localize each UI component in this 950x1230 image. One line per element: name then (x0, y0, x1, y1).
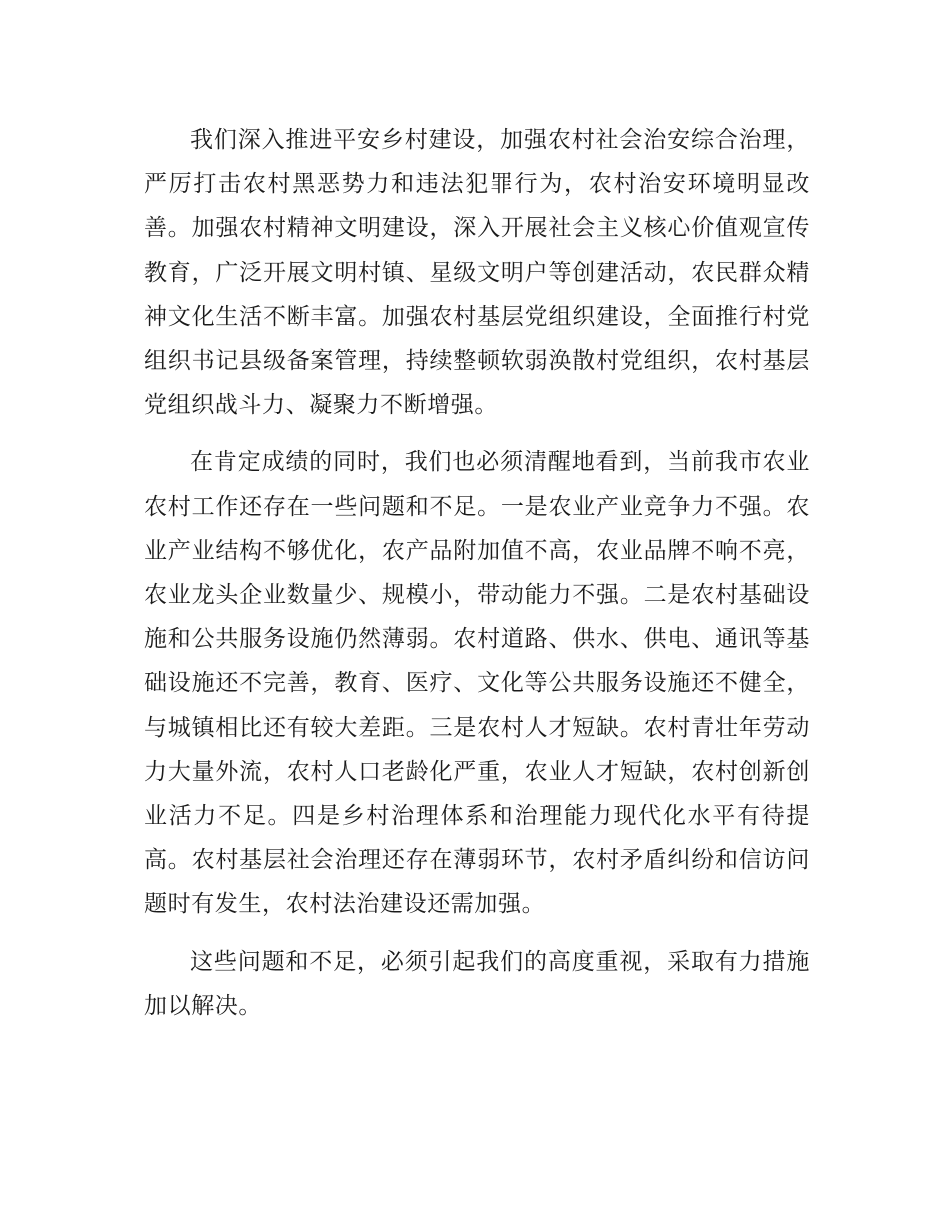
paragraph-safe-village: 我们深入推进平安乡村建设，加强农村社会治安综合治理，严厉打击农村黑恶势力和违法犯罪行为，农村治安环境明显改善。加强农村精神文明建设，深入开展社会主义核心价值观宣传教育，广泛开展文明村镇、星级文明户等创建活动，农民群众精神文化生活不断丰富。加强农村基层党组织建设，全面推行村党组织书记县级备案管理，持续整顿软弱涣散村党组织，农村基层党组织战斗力、凝聚力不断增强。 (144, 127, 810, 419)
paragraph-problems: 在肯定成绩的同时，我们也必须清醒地看到，当前我市农业农村工作还存在一些问题和不足。一是农业产业竞争力不强。农业产业结构不够优化，农产品附加值不高，农业品牌不响不亮，农业龙头企业数量少、规模小，带动能力不强。二是农村基础设施和公共服务设施仍然薄弱。农村道路、供水、供电、通讯等基础设施还不完善，教育、医疗、文化等公共服务设施还不健全，与城镇相比还有较大差距。三是农村人才短缺。农村青壮年劳动力大量外流，农村人口老龄化严重，农业人才短缺，农村创新创业活力不足。四是乡村治理体系和治理能力现代化水平有待提高。农村基层社会治理还存在薄弱环节，农村矛盾纠纷和信访问题时有发生，农村法治建设还需加强。 (144, 449, 810, 918)
document-body (144, 118, 810, 1028)
paragraph-conclusion: 这些问题和不足，必须引起我们的高度重视，采取有力措施加以解决。 (144, 948, 810, 1019)
